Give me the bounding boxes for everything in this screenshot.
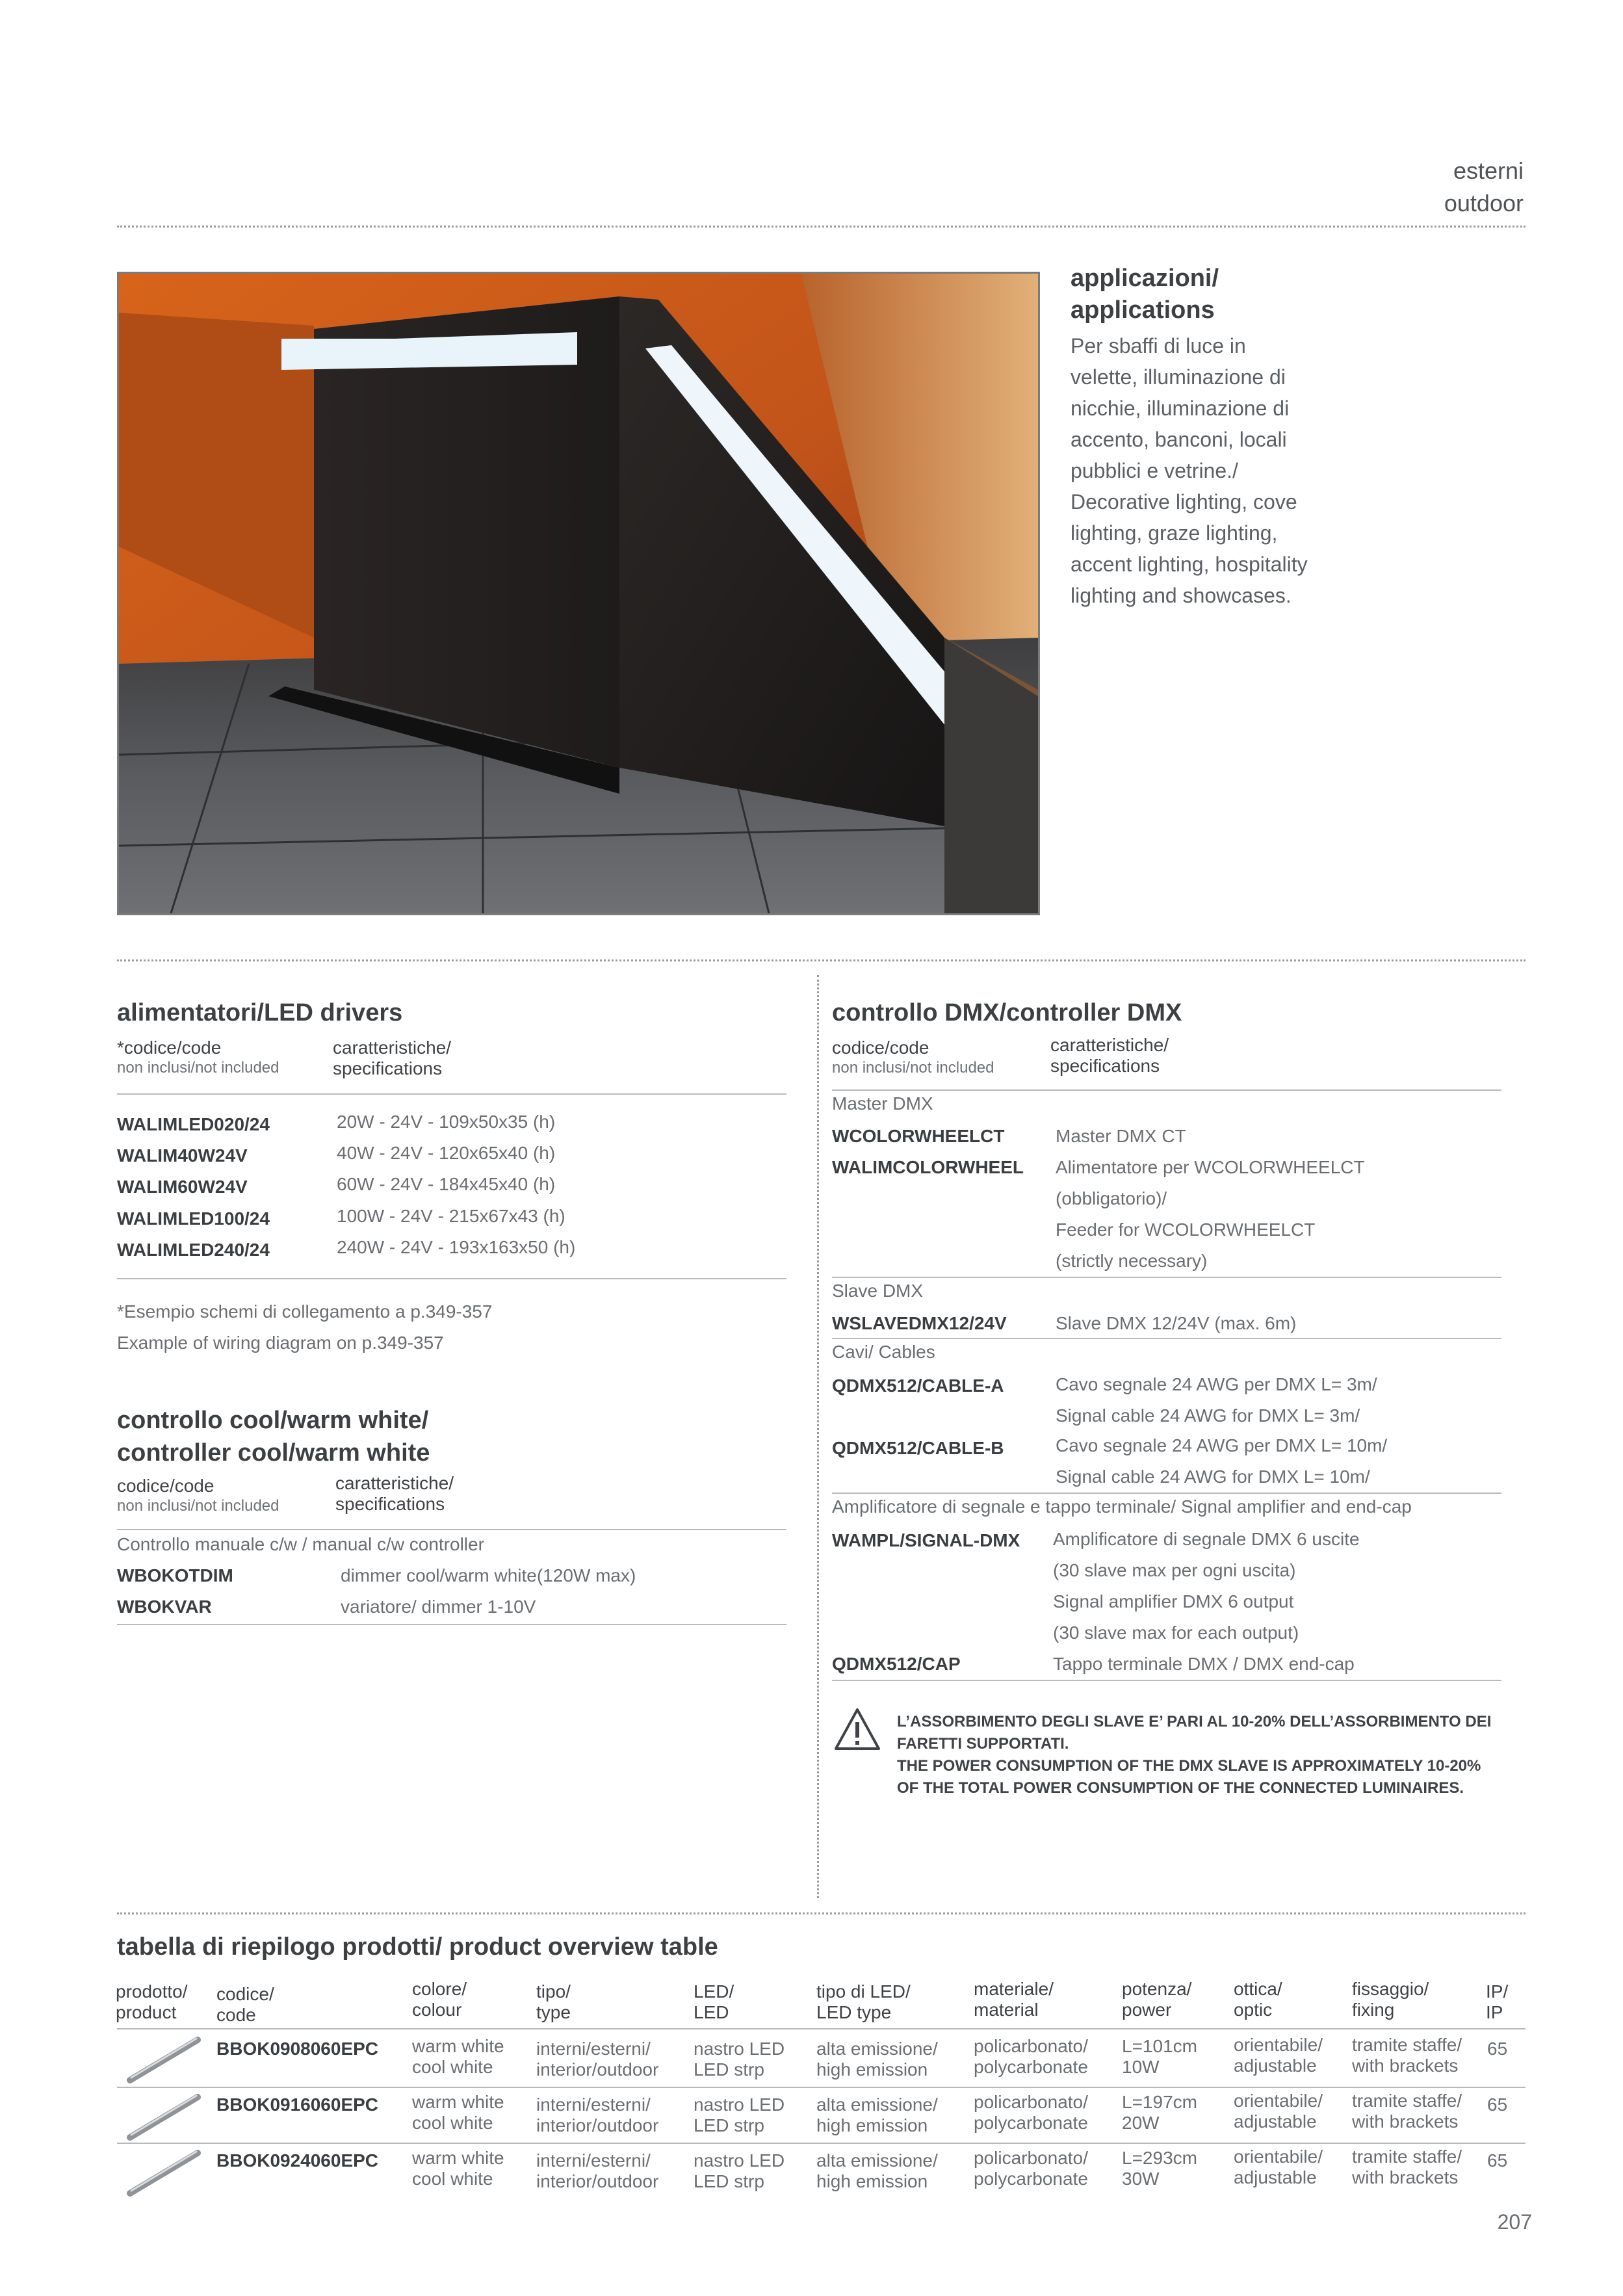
drivers-col-code-sub: non inclusi/not included: [117, 1059, 279, 1076]
ov-led-type: [816, 2039, 938, 2080]
dmx-code: QDMX512/CABLE-B: [832, 1438, 1004, 1458]
ov-cell-line: adjustable: [1234, 2055, 1317, 2076]
cw-title-line2: controller cool/warm white: [117, 1439, 430, 1467]
ov-cell-line: adjustable: [1234, 2167, 1317, 2187]
ov-header-ip: [1486, 1981, 1508, 2023]
ov-header-line1: materiale/: [974, 1979, 1054, 1999]
dmx-code: WCOLORWHEELCT: [832, 1126, 1005, 1146]
ov-cell-line: nastro LED: [694, 2094, 785, 2115]
ov-header-line1: tipo di LED/: [816, 1981, 911, 2002]
driver-code: WALIMLED240/24: [117, 1240, 270, 1260]
ov-header-line2: LED: [694, 2002, 729, 2022]
applications-line: Per sbaffi di luce in: [1071, 334, 1246, 358]
ov-header-led: [694, 1981, 734, 2023]
cw-col-spec-line2: specifications: [335, 1494, 445, 1514]
applications-line: velette, illuminazione di: [1071, 365, 1286, 389]
ov-header-line1: IP/: [1486, 1981, 1509, 2002]
applications-title-line2: applications: [1071, 296, 1215, 324]
ov-code: BBOK0924060EPC: [216, 2150, 379, 2171]
ov-cell-line: polycarbonate: [974, 2169, 1088, 2189]
section-tag: [1444, 155, 1524, 220]
driver-spec: 40W - 24V - 120x65x40 (h): [337, 1143, 556, 1163]
dmx-rule: [832, 1277, 1501, 1278]
ov-header-line2: LED type: [816, 2002, 892, 2022]
ov-header-line1: ottica/: [1234, 1979, 1282, 1999]
cw-col-spec-line1: caratteristiche/: [335, 1473, 454, 1493]
applications-line: Decorative lighting, cove: [1071, 490, 1297, 514]
ov-power: [1122, 2148, 1197, 2189]
dmx-spec: Feeder for WCOLORWHEELCT: [1056, 1220, 1316, 1240]
dmx-spec: (30 slave max for each output): [1053, 1623, 1299, 1643]
dmx-bottom-rule: [832, 1680, 1501, 1681]
ov-cell-line: interior/outdoor: [536, 2059, 659, 2080]
led-bar-image: [123, 2146, 204, 2200]
dmx-code: QDMX512/CAP: [832, 1654, 961, 1674]
ov-header-line2: colour: [412, 2000, 462, 2020]
driver-spec: 100W - 24V - 215x67x43 (h): [337, 1206, 565, 1226]
dmx-spec: Signal cable 24 AWG for DMX L= 10m/: [1056, 1467, 1370, 1487]
ov-cell-line: cool white: [412, 2113, 493, 2133]
ov-led: [694, 2094, 785, 2136]
ov-cell-line: orientabile/: [1234, 2091, 1323, 2111]
ov-header-line2: code: [216, 2005, 256, 2025]
ov-header-material: [974, 1979, 1054, 2020]
driver-code: WALIM60W24V: [117, 1177, 248, 1197]
driver-code: WALIMLED100/24: [117, 1208, 270, 1229]
cw-bottom-rule: [117, 1624, 786, 1625]
dmx-cables-group: Cavi/ Cables: [832, 1342, 935, 1362]
driver-code: WALIM40W24V: [117, 1145, 248, 1166]
product-photo: [117, 272, 1040, 915]
dmx-header-rule: [832, 1089, 1501, 1091]
drivers-bottom-rule: [117, 1278, 786, 1279]
ov-material: [974, 2036, 1088, 2078]
ov-cell-line: high emission: [816, 2115, 928, 2135]
ov-cell-line: with brackets: [1352, 2111, 1459, 2132]
ov-header-line2: type: [536, 2002, 571, 2022]
dmx-col-spec-line1: caratteristiche/: [1050, 1035, 1169, 1055]
ov-header-line1: colore/: [412, 1979, 467, 1999]
ov-cell-line: polycarbonate: [974, 2113, 1088, 2133]
dmx-spec: Slave DMX 12/24V (max. 6m): [1056, 1313, 1297, 1333]
section-tag-line2: outdoor: [1444, 190, 1524, 216]
driver-spec: 60W - 24V - 184x45x40 (h): [337, 1174, 556, 1194]
ov-header-code: [216, 1984, 274, 2026]
drivers-col-spec-line2: specifications: [333, 1058, 443, 1078]
dmx-spec: Signal amplifier DMX 6 output: [1053, 1591, 1294, 1611]
middle-divider: [117, 959, 1526, 961]
ov-ip: 65: [1487, 2150, 1508, 2171]
dmx-spec: (obbligatorio)/: [1056, 1188, 1167, 1208]
ov-cell-line: policarbonato/: [974, 2092, 1088, 2112]
cw-spec: variatore/ dimmer 1-10V: [341, 1597, 536, 1617]
ov-cell-line: L=293cm: [1122, 2148, 1197, 2168]
drivers-col-code-label: *codice/code: [117, 1037, 222, 1058]
ov-colour: [412, 2092, 504, 2133]
ov-cell-line: orientabile/: [1234, 2146, 1323, 2167]
ov-header-line1: fissaggio/: [1352, 1979, 1429, 1999]
ov-header-led-type: [816, 1981, 911, 2023]
ov-cell-line: warm white: [412, 2148, 504, 2168]
ov-colour: [412, 2036, 504, 2078]
drivers-note-line2: Example of wiring diagram on p.349-357: [117, 1333, 444, 1353]
ov-cell-line: tramite staffe/: [1352, 2035, 1462, 2055]
ov-header-line2: material: [974, 2000, 1039, 2020]
drivers-col-spec-line1: caratteristiche/: [333, 1037, 452, 1058]
drivers-col-spec: [333, 1037, 451, 1079]
warning-text: [897, 1711, 1514, 1799]
ov-material: [974, 2092, 1088, 2133]
ov-cell-line: alta emissione/: [816, 2094, 938, 2115]
driver-spec: 20W - 24V - 109x50x35 (h): [337, 1112, 556, 1132]
dmx-amp-group: Amplificatore di segnale e tappo terminale/ Signal amplifier and end-cap: [832, 1496, 1412, 1517]
dmx-code: WALIMCOLORWHEEL: [832, 1157, 1024, 1177]
ov-cell-line: interni/esterni/: [536, 2039, 651, 2059]
applications-line: accent lighting, hospitality: [1071, 553, 1308, 576]
dmx-rule: [832, 1493, 1501, 1494]
drivers-col-code: [117, 1037, 279, 1078]
ov-header-line1: LED/: [694, 1981, 734, 2002]
ov-header-line1: tipo/: [536, 1981, 571, 2002]
ov-cell-line: 10W: [1122, 2057, 1160, 2077]
ov-type: [536, 2039, 658, 2080]
cw-code: WBOKOTDIM: [117, 1565, 233, 1585]
ov-power: [1122, 2092, 1197, 2133]
applications-title: [1071, 263, 1219, 326]
dmx-spec: Signal cable 24 AWG for DMX L= 3m/: [1056, 1405, 1360, 1426]
ov-cell-line: interni/esterni/: [536, 2150, 651, 2171]
dmx-spec: Tappo terminale DMX / DMX end-cap: [1053, 1654, 1355, 1674]
ov-cell-line: policarbonato/: [974, 2148, 1088, 2168]
ov-header-line2: fixing: [1352, 2000, 1395, 2020]
cw-spec: dimmer cool/warm white(120W max): [341, 1565, 636, 1585]
led-bar-image: [123, 2091, 204, 2144]
ov-header-line1: prodotto/: [116, 1981, 188, 2002]
ov-row-rule: [117, 2143, 1526, 2144]
ov-led-type: [816, 2150, 938, 2192]
ov-power: [1122, 2036, 1197, 2078]
dmx-col-spec-line2: specifications: [1050, 1056, 1160, 1076]
ov-header-colour: [412, 1979, 467, 2020]
dmx-col-code: [832, 1037, 994, 1078]
cw-group: Controllo manuale c/w / manual c/w controller: [117, 1534, 484, 1554]
ov-header-line1: potenza/: [1122, 1979, 1192, 1999]
ov-cell-line: warm white: [412, 2036, 504, 2056]
ov-cell-line: policarbonato/: [974, 2036, 1088, 2056]
ov-header-fixing: [1352, 1979, 1429, 2020]
ov-cell-line: interni/esterni/: [536, 2094, 651, 2115]
ov-cell-line: with brackets: [1352, 2167, 1459, 2187]
cw-col-code: [117, 1476, 279, 1516]
ov-cell-line: interior/outdoor: [536, 2171, 659, 2191]
applications-title-line1: applicazioni/: [1071, 265, 1219, 292]
ov-fixing: [1352, 2091, 1462, 2132]
applications-line: nicchie, illuminazione di: [1071, 397, 1290, 420]
ov-cell-line: LED strp: [694, 2171, 764, 2191]
dmx-code: WAMPL/SIGNAL-DMX: [832, 1530, 1020, 1550]
warning-icon: [834, 1708, 881, 1751]
ov-type: [536, 2150, 658, 2192]
cw-code: WBOKVAR: [117, 1597, 212, 1617]
dmx-col-spec: [1050, 1035, 1169, 1076]
ov-fixing: [1352, 2035, 1462, 2076]
dmx-spec: Cavo segnale 24 AWG per DMX L= 3m/: [1056, 1374, 1377, 1394]
ov-header-type: [536, 1981, 571, 2023]
cw-title: [117, 1404, 430, 1469]
ov-cell-line: 20W: [1122, 2113, 1160, 2133]
top-divider: [117, 226, 1526, 228]
section-tag-line1: esterni: [1453, 157, 1524, 184]
ov-optic: [1234, 2146, 1323, 2188]
driver-spec: 240W - 24V - 193x163x50 (h): [337, 1237, 576, 1257]
dmx-code: QDMX512/CABLE-A: [832, 1376, 1004, 1396]
ov-cell-line: with brackets: [1352, 2055, 1459, 2076]
ov-type: [536, 2094, 658, 2136]
ov-fixing: [1352, 2146, 1462, 2188]
drivers-note-line1: *Esempio schemi di collegamento a p.349-357: [117, 1301, 493, 1322]
ov-cell-line: cool white: [412, 2169, 493, 2189]
cw-col-code-sub: non inclusi/not included: [117, 1497, 279, 1515]
ov-header-rule: [117, 2028, 1526, 2029]
ov-cell-line: warm white: [412, 2092, 504, 2112]
dmx-spec: Master DMX CT: [1056, 1126, 1186, 1146]
dmx-spec: Alimentatore per WCOLORWHEELCT: [1056, 1157, 1365, 1177]
dmx-slave-group: Slave DMX: [832, 1281, 924, 1301]
ov-header-power: [1122, 1979, 1191, 2020]
dmx-title: controllo DMX/controller DMX: [832, 999, 1182, 1026]
ov-cell-line: alta emissione/: [816, 2039, 938, 2059]
ov-cell-line: adjustable: [1234, 2111, 1317, 2132]
drivers-title: alimentatori/LED drivers: [117, 999, 403, 1026]
ov-cell-line: cool white: [412, 2057, 493, 2077]
ov-cell-line: orientabile/: [1234, 2035, 1323, 2055]
ov-code: BBOK0908060EPC: [216, 2039, 379, 2059]
cw-header-rule: [117, 1529, 786, 1530]
ov-cell-line: L=197cm: [1122, 2092, 1197, 2112]
ov-header-optic: [1234, 1979, 1282, 2020]
warning-line3: THE POWER CONSUMPTION OF THE DMX SLAVE IS APPROXIMATELY 10-20%: [897, 1757, 1481, 1775]
ov-header-line2: product: [116, 2002, 177, 2022]
ov-cell-line: tramite staffe/: [1352, 2146, 1462, 2167]
ov-ip: 65: [1487, 2094, 1508, 2115]
ov-cell-line: LED strp: [694, 2059, 764, 2080]
overview-title: tabella di riepilogo prodotti/ product overview table: [117, 1933, 718, 1961]
applications-line: pubblici e vetrine./: [1071, 459, 1238, 482]
ov-cell-line: nastro LED: [694, 2039, 785, 2059]
ov-cell-line: high emission: [816, 2171, 928, 2191]
ov-cell-line: high emission: [816, 2059, 928, 2080]
cw-col-spec: [335, 1473, 454, 1515]
ov-cell-line: 30W: [1122, 2169, 1160, 2189]
ov-cell-line: L=101cm: [1122, 2036, 1197, 2056]
ov-cell-line: polycarbonate: [974, 2057, 1088, 2077]
applications-line: lighting, graze lighting,: [1071, 521, 1278, 545]
ov-led: [694, 2039, 785, 2080]
dmx-spec: (strictly necessary): [1056, 1251, 1208, 1271]
ov-cell-line: alta emissione/: [816, 2150, 938, 2171]
ov-led-type: [816, 2094, 938, 2136]
dmx-spec: Amplificatore di segnale DMX 6 uscite: [1053, 1529, 1360, 1549]
ov-header-line2: IP: [1486, 2002, 1503, 2022]
ov-ip: 65: [1487, 2039, 1508, 2059]
warning-line1: L’ASSORBIMENTO DEGLI SLAVE E’ PARI AL 10-20% DELL’ASSORBIMENTO DEI: [897, 1713, 1492, 1730]
ov-cell-line: nastro LED: [694, 2150, 785, 2171]
ov-led: [694, 2150, 785, 2192]
ov-optic: [1234, 2035, 1323, 2076]
ov-optic: [1234, 2091, 1323, 2132]
dmx-col-code-label: codice/code: [832, 1037, 929, 1058]
warning-line4: OF THE TOTAL POWER CONSUMPTION OF THE CONNECTED LUMINAIRES.: [897, 1779, 1464, 1797]
applications-text: [1071, 330, 1350, 611]
ov-code: BBOK0916060EPC: [216, 2094, 379, 2115]
led-bar-image: [123, 2033, 204, 2087]
ov-colour: [412, 2148, 504, 2189]
driver-code: WALIMLED020/24: [117, 1114, 270, 1134]
column-divider: [817, 975, 819, 1898]
applications-line: lighting and showcases.: [1071, 584, 1292, 607]
dmx-rule: [832, 1338, 1501, 1339]
ov-header-product: [116, 1981, 188, 2023]
ov-cell-line: LED strp: [694, 2115, 764, 2135]
ov-material: [974, 2148, 1088, 2189]
page-number: 207: [1497, 2210, 1532, 2234]
ov-cell-line: interior/outdoor: [536, 2115, 659, 2135]
dmx-col-code-sub: non inclusi/not included: [832, 1059, 994, 1076]
drivers-header-rule: [117, 1093, 786, 1095]
ov-header-line2: power: [1122, 2000, 1172, 2020]
dmx-master-group: Master DMX: [832, 1093, 933, 1114]
ov-cell-line: tramite staffe/: [1352, 2091, 1462, 2111]
ov-header-line1: codice/: [216, 1984, 274, 2004]
warning-line2: FARETTI SUPPORTATI.: [897, 1735, 1069, 1753]
bottom-divider: [117, 1912, 1526, 1914]
drivers-note: [117, 1296, 492, 1359]
cw-col-code-label: codice/code: [117, 1476, 214, 1496]
ov-header-line2: optic: [1234, 2000, 1273, 2020]
ov-row-rule: [117, 2087, 1526, 2088]
cw-title-line1: controllo cool/warm white/: [117, 1407, 429, 1434]
dmx-spec: (30 slave max per ogni uscita): [1053, 1560, 1296, 1580]
dmx-code: WSLAVEDMX12/24V: [832, 1313, 1007, 1333]
dmx-spec: Cavo segnale 24 AWG per DMX L= 10m/: [1056, 1435, 1388, 1455]
applications-line: accento, banconi, locali: [1071, 428, 1287, 451]
